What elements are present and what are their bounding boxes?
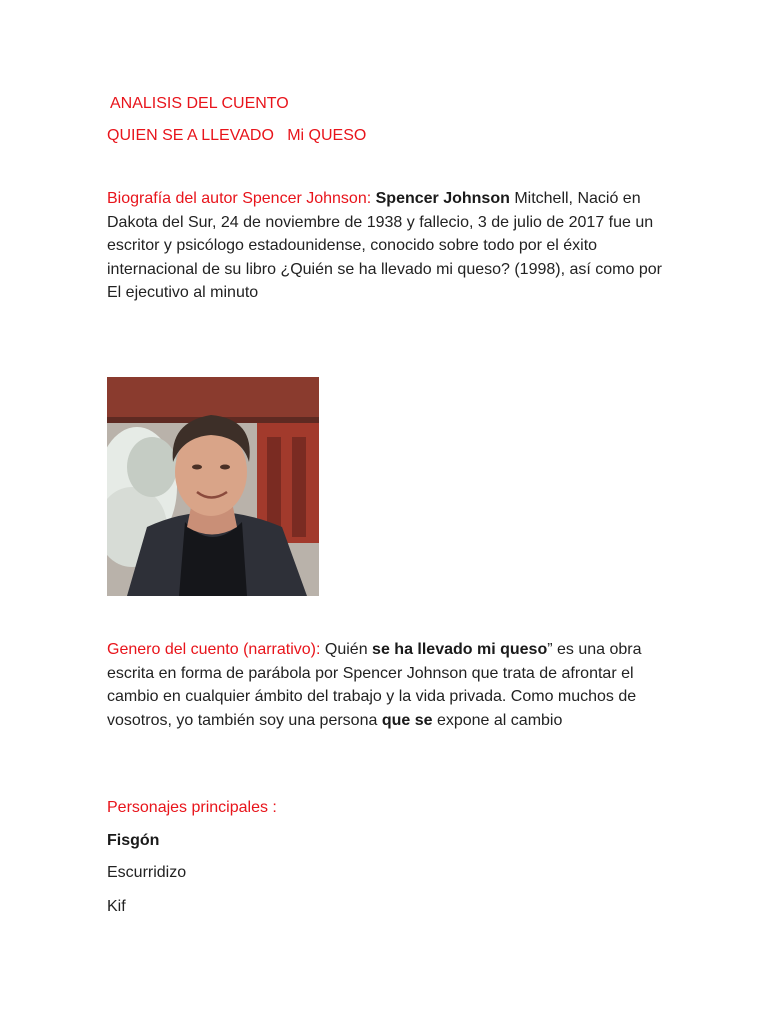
title-line-2: QUIEN SE A LLEVADO Mi QUESO	[107, 127, 367, 144]
author-photo	[107, 377, 319, 596]
genero-text-3: expone al cambio	[432, 711, 563, 729]
personaje-item: Escurridizo	[107, 864, 187, 881]
biografia-paragraph	[107, 187, 667, 305]
genero-bold-2: que se	[381, 711, 433, 729]
biografia-author-name: Spencer Johnson	[375, 190, 510, 207]
personajes-label: Personajes principales :	[107, 799, 277, 816]
personaje-item: Kif	[107, 898, 126, 915]
personaje-item-0: Fisgón	[107, 832, 160, 849]
personaje-item	[107, 829, 667, 853]
genero-text-2: ” es una obra escrita en forma de parábola por Spencer Johnson que trata de afrontar el cambio en cualquier ámbito del trabajo y la vida privada. Como muchos de vosotros, yo también soy una persona	[107, 641, 642, 729]
genero-text-1: Quién	[320, 641, 373, 658]
title-line-1: ANALISIS DEL CUENTO	[110, 95, 289, 112]
genero-label: Genero del cuento (narrativo):	[107, 641, 321, 658]
biografia-label: Biografía del autor Spencer Johnson:	[107, 190, 372, 207]
genero-bold-1: se ha llevado mi queso	[372, 641, 548, 658]
biografia-text: Mitchell, Nació en Dakota del Sur, 24 de noviembre de 1938 y fallecio, 3 de julio de 2017 fue un escritor y psicólogo estadounidense, conocido sobre todo por el éxito internacional de su libro ¿Quién se ha llevado mi queso? (1998), así como por El ejecutivo al minuto	[107, 190, 662, 301]
genero-paragraph	[107, 638, 667, 732]
